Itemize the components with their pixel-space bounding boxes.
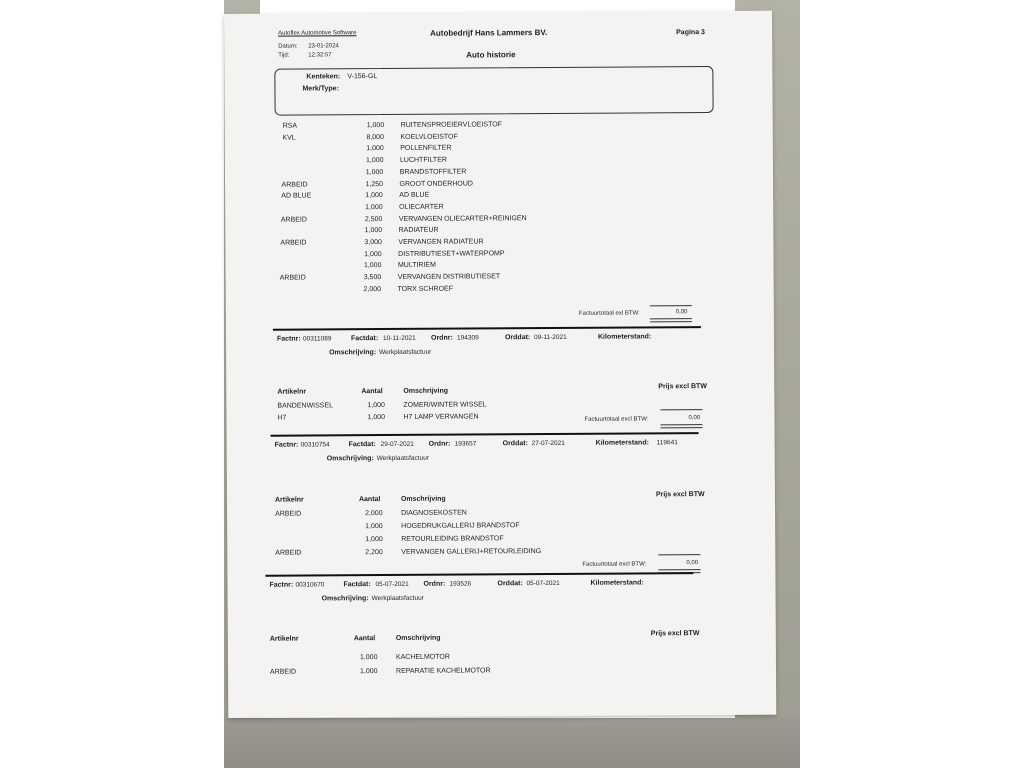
item-artikelnr: ARBEID <box>270 668 297 676</box>
item-omschrijving: TORX SCHROEF <box>397 285 454 293</box>
software-name: Autoflex Automotive Software <box>278 30 357 37</box>
item-omschrijving: BRANDSTOFFILTER <box>399 168 467 176</box>
item-omschrijving: RADIATEUR <box>398 226 439 235</box>
omschrijving-label: Omschrijving: <box>326 455 374 463</box>
omschrijving-value: Werkplaatsfactuur <box>371 594 424 603</box>
item-artikelnr: ARBEID <box>279 274 306 282</box>
item-omschrijving: KOELVLOEISTOF <box>400 133 458 141</box>
ordnr-value: 193657 <box>454 440 477 448</box>
kilometerstand-label: Kilometerstand: <box>590 579 644 587</box>
background-bottom <box>224 718 800 768</box>
item-aantal: 1,000 <box>367 414 386 422</box>
invoice-total-value: 0,00 <box>686 560 699 567</box>
invoice-total-value: 0,00 <box>675 309 688 316</box>
item-aantal: 1,000 <box>366 122 385 130</box>
item-artikelnr: KVL <box>282 134 296 142</box>
item-aantal: 2,200 <box>365 549 383 557</box>
orddat-value: 09-11-2021 <box>533 333 567 342</box>
factdat-value: 29-07-2021 <box>380 440 414 449</box>
col-header-prijs: Prijs excl BTW <box>655 491 705 499</box>
item-omschrijving: MULTIRIEM <box>397 262 436 270</box>
item-aantal: 1,000 <box>359 654 378 662</box>
item-omschrijving: HOGEDRUKGALLERIJ BRANDSTOF <box>401 522 520 530</box>
item-aantal: 1,250 <box>365 180 384 188</box>
orddat-label: Orddat: <box>504 334 531 342</box>
invoice-separator-line <box>271 432 699 437</box>
ordnr-value: 193526 <box>449 580 472 588</box>
item-aantal: 1,000 <box>365 192 383 200</box>
item-omschrijving: ZOMER/WINTER WISSEL <box>403 401 487 409</box>
orddat-label: Orddat: <box>502 440 528 448</box>
total-double-rule <box>661 424 703 428</box>
document-title: Auto historie <box>466 50 516 60</box>
invoice-total-label: Factuurtotaal excl BTW: <box>584 416 649 423</box>
factdat-value: 05-07-2021 <box>375 580 409 589</box>
item-artikelnr: ARBEID <box>275 510 302 518</box>
item-omschrijving: VERVANGEN RADIATEUR <box>398 238 484 246</box>
item-artikelnr: ARBEID <box>275 549 302 557</box>
item-aantal: 1,000 <box>366 145 384 153</box>
factdat-label: Factdat: <box>343 581 371 589</box>
kenteken-label: Kenteken: <box>306 73 341 81</box>
factnr-label: Factnr: <box>276 335 301 343</box>
item-aantal: 1,000 <box>359 668 378 676</box>
item-omschrijving: GROOT ONDERHOUD <box>399 179 473 188</box>
item-omschrijving: OLIECARTER <box>399 203 444 211</box>
kilometerstand-label: Kilometerstand: <box>597 333 652 341</box>
kilometerstand-label: Kilometerstand: <box>595 439 649 447</box>
kenteken-value: V-156-GL <box>347 73 378 81</box>
factnr-value: 00310670 <box>295 581 325 589</box>
total-rule-top <box>650 305 692 306</box>
invoice-separator-line <box>265 572 693 577</box>
item-omschrijving: REPARATIE KACHELMOTOR <box>395 667 491 675</box>
merk-type-label: Merk/Type: <box>302 85 339 93</box>
orddat-value: 05-07-2021 <box>526 579 560 588</box>
item-omschrijving: AD BLUE <box>399 191 430 200</box>
item-omschrijving: POLLENFILTER <box>400 145 452 153</box>
col-header-artikelnr: Artikelnr <box>274 496 304 504</box>
item-aantal: 8,000 <box>366 133 384 141</box>
invoice-total-value: 0,00 <box>688 415 701 422</box>
omschrijving-value: Werkplaatsfactuur <box>379 348 432 357</box>
col-header-aantal: Aantal <box>353 635 376 643</box>
time-value: 12:32:57 <box>308 52 332 59</box>
omschrijving-label: Omschrijving: <box>321 595 369 603</box>
item-omschrijving: DISTRIBUTIESET+WATERPOMP <box>398 249 505 258</box>
invoice-total-label: Factuurtotaal exl BTW: <box>578 310 640 317</box>
omschrijving-value: Werkplaatsfactuur <box>376 454 430 463</box>
item-artikelnr: ARBEID <box>281 180 308 189</box>
ordnr-label: Ordnr: <box>423 580 446 588</box>
item-omschrijving: VERVANGEN OLIECARTER+REINIGEN <box>398 214 527 223</box>
item-omschrijving: RETOURLEIDING BRANDSTOF <box>401 535 504 543</box>
item-omschrijving: H7 LAMP VERVANGEN <box>403 413 479 421</box>
item-aantal: 1,000 <box>364 227 383 235</box>
invoice-separator-line <box>273 326 701 331</box>
item-aantal: 1,000 <box>365 203 383 212</box>
page-number: Pagina 3 <box>676 29 705 37</box>
total-rule-top <box>658 554 700 555</box>
factdat-value: 10-11-2021 <box>382 334 416 343</box>
item-artikelnr: AD BLUE <box>281 192 312 200</box>
col-header-artikelnr: Artikelnr <box>269 635 299 643</box>
item-aantal: 3,000 <box>364 239 382 247</box>
item-omschrijving: RUITENSPROEIERVLOEISTOF <box>400 121 502 129</box>
item-artikelnr: H7 <box>277 414 287 422</box>
kilometerstand-value: 119641 <box>656 439 678 447</box>
ordnr-label: Ordnr: <box>430 334 453 342</box>
item-artikelnr: BANDENWISSEL <box>277 402 334 410</box>
item-aantal: 2,000 <box>365 510 383 518</box>
company-name: Autobedrijf Hans Lammers BV. <box>430 28 548 38</box>
item-aantal: 1,000 <box>365 536 383 544</box>
item-aantal: 1,000 <box>364 250 382 258</box>
col-header-artikelnr: Artikelnr <box>277 388 307 396</box>
item-aantal: 2,000 <box>363 285 382 293</box>
col-header-omschrijving: Omschrijving <box>400 495 446 503</box>
factdat-label: Factdat: <box>348 441 376 449</box>
item-aantal: 1,000 <box>367 402 385 410</box>
item-artikelnr: ARBEID <box>280 239 307 247</box>
item-artikelnr: ARBEID <box>280 216 307 224</box>
col-header-aantal: Aantal <box>361 388 383 396</box>
item-omschrijving: KACHELMOTOR <box>395 653 450 661</box>
document-page <box>224 11 776 718</box>
item-omschrijving: VERVANGEN DISTRIBUTIESET <box>397 273 501 282</box>
col-header-aantal: Aantal <box>358 496 381 504</box>
factdat-label: Factdat: <box>350 335 379 343</box>
col-header-omschrijving: Omschrijving <box>403 387 449 395</box>
date-value: 23-01-2024 <box>308 43 339 50</box>
time-label: Tijd: <box>278 52 290 59</box>
item-aantal: 1,000 <box>365 157 384 165</box>
item-aantal: 3,500 <box>363 274 382 282</box>
document-content <box>224 11 776 718</box>
item-aantal: 1,000 <box>363 262 382 270</box>
vehicle-box <box>274 66 713 116</box>
item-omschrijving: DIAGNOSEKOSTEN <box>401 509 467 517</box>
orddat-label: Orddat: <box>497 580 523 588</box>
item-omschrijving: LUCHTFILTER <box>399 156 447 165</box>
factnr-label: Factnr: <box>269 581 294 589</box>
orddat-value: 27-07-2021 <box>531 439 565 448</box>
date-label: Datum: <box>278 43 298 50</box>
factnr-value: 00311089 <box>302 335 332 343</box>
col-header-prijs: Prijs excl BTW <box>658 383 707 391</box>
item-artikelnr: RSA <box>282 122 298 130</box>
item-aantal: 2,500 <box>364 215 383 223</box>
ordnr-value: 194309 <box>456 334 479 342</box>
col-header-omschrijving: Omschrijving <box>395 634 441 642</box>
item-omschrijving: VERVANGEN GALLERIJ+RETOURLEIDING <box>401 548 542 556</box>
factnr-value: 00310754 <box>300 441 330 449</box>
invoice-total-label: Factuurtotaal excl BTW: <box>582 561 647 568</box>
factnr-label: Factnr: <box>274 441 299 449</box>
total-double-rule <box>650 318 692 322</box>
item-aantal: 1,000 <box>365 168 384 176</box>
ordnr-label: Ordnr: <box>428 440 451 448</box>
total-rule-top <box>660 409 702 410</box>
item-aantal: 1,000 <box>365 523 383 531</box>
omschrijving-label: Omschrijving: <box>329 349 377 357</box>
col-header-prijs: Prijs excl BTW <box>650 630 700 638</box>
